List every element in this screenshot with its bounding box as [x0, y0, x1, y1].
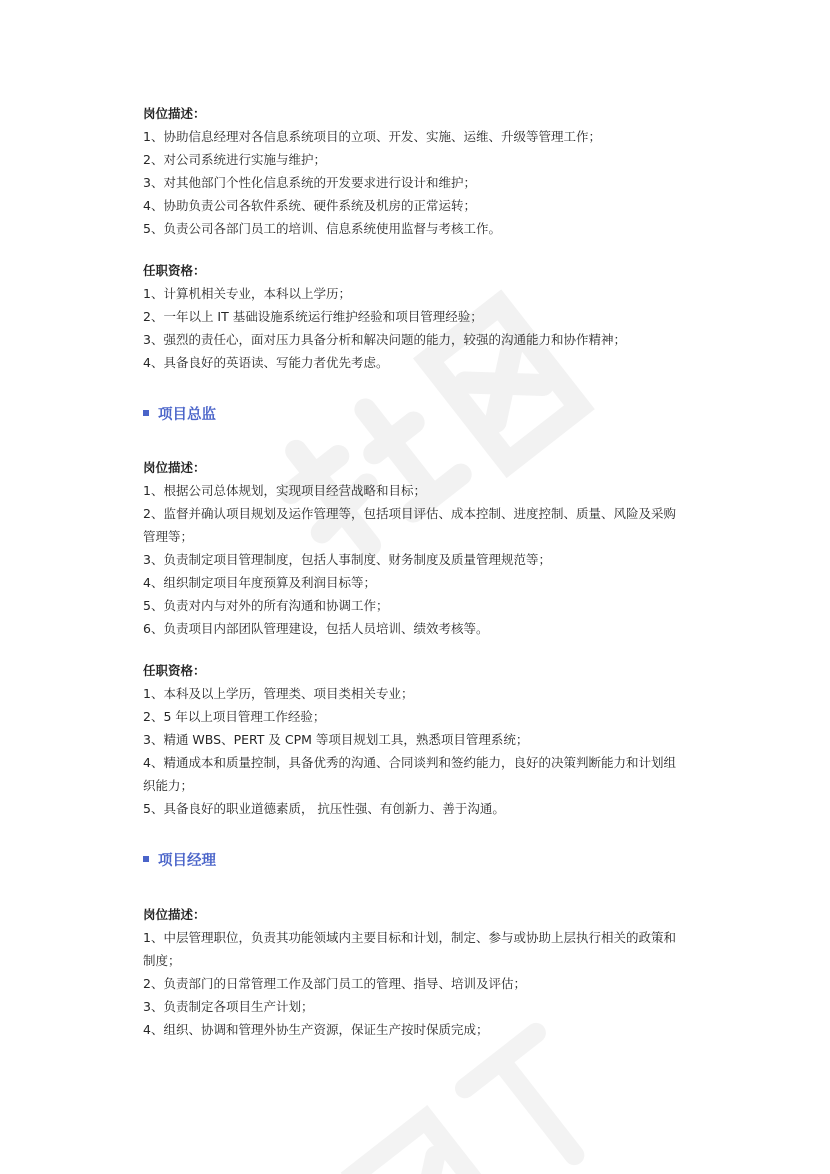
section3-desc-item: 1、中层管理职位，负责其功能领域内主要目标和计划，制定、参与或协助上层执行相关的政策和	[143, 930, 676, 945]
section1-desc-item: 2、对公司系统进行实施与维护；	[143, 152, 326, 167]
section3-desc-item: 制度；	[143, 953, 181, 968]
section2-desc-item: 3、负责制定项目管理制度，包括人事制度、财务制度及质量管理规范等；	[143, 552, 551, 567]
section2-req-heading: 任职资格：	[143, 663, 206, 678]
section2-req-item: 1、本科及以上学历，管理类、项目类相关专业；	[143, 686, 414, 701]
section2-req-item: 4、精通成本和质量控制，具备优秀的沟通、合同谈判和签约能力，良好的决策判断能力和计划组	[143, 755, 676, 770]
section1-req-item: 2、一年以上 IT 基础设施系统运行维护经验和项目管理经验；	[143, 309, 483, 324]
section2-desc-item: 2、监督并确认项目规划及运作管理等，包括项目评估、成本控制、进度控制、质量、风险及采购	[143, 506, 676, 521]
section1-desc-item: 5、负责公司各部门员工的培训、信息系统使用监督与考核工作。	[143, 221, 501, 236]
section3-title-text: 项目经理	[158, 853, 216, 869]
section2-desc-item: 6、负责项目内部团队管理建设，包括人员培训、绩效考核等。	[143, 621, 489, 636]
section2-req-item: 织能力；	[143, 778, 194, 793]
section2-req-item: 3、精通 WBS、PERT 及 CPM 等项目规划工具，熟悉项目管理系统；	[143, 732, 529, 747]
section3-desc-heading: 岗位描述：	[143, 907, 206, 922]
section2-desc-item: 管理等；	[143, 529, 194, 544]
section1-req-item: 4、具备良好的英语读、写能力者优先考虑。	[143, 355, 389, 370]
section2-desc-item: 4、组织制定项目年度预算及利润目标等；	[143, 575, 376, 590]
section3-desc-item: 2、负责部门的日常管理工作及部门员工的管理、指导、培训及评估；	[143, 976, 526, 991]
section3-desc-item: 3、负责制定各项目生产计划；	[143, 999, 314, 1014]
section1-req-item: 3、强烈的责任心，面对压力具备分析和解决问题的能力，较强的沟通能力和协作精神；	[143, 332, 626, 347]
square-bullet-icon	[143, 856, 149, 862]
section1-desc-item: 4、协助负责公司各软件系统、硬件系统及机房的正常运转；	[143, 198, 476, 213]
section1-req-heading: 任职资格：	[143, 263, 206, 278]
section2-req-item: 2、5 年以上项目管理工作经验；	[143, 709, 326, 724]
section2-req-item: 5、具备良好的职业道德素质， 抗压性强、有创新力、善于沟通。	[143, 801, 505, 816]
section1-req-item: 1、计算机相关专业，本科以上学历；	[143, 286, 351, 301]
section1-desc-heading: 岗位描述：	[143, 106, 206, 121]
section3-desc-item: 4、组织、协调和管理外协生产资源，保证生产按时保质完成；	[143, 1022, 489, 1037]
section1-desc-item: 1、协助信息经理对各信息系统项目的立项、开发、实施、运维、升级等管理工作；	[143, 129, 601, 144]
section2-desc-item: 1、根据公司总体规划，实现项目经营战略和目标；	[143, 483, 426, 498]
section1-desc-item: 3、对其他部门个性化信息系统的开发要求进行设计和维护；	[143, 175, 476, 190]
section2-title-text: 项目总监	[158, 407, 216, 423]
watermark-graphic-bottom	[306, 977, 653, 1174]
square-bullet-icon	[143, 410, 149, 416]
section-title-project-manager	[143, 851, 216, 871]
section2-desc-item: 5、负责对内与对外的所有沟通和协调工作；	[143, 598, 389, 613]
section-title-project-director	[143, 405, 216, 425]
section2-desc-heading: 岗位描述：	[143, 460, 206, 475]
